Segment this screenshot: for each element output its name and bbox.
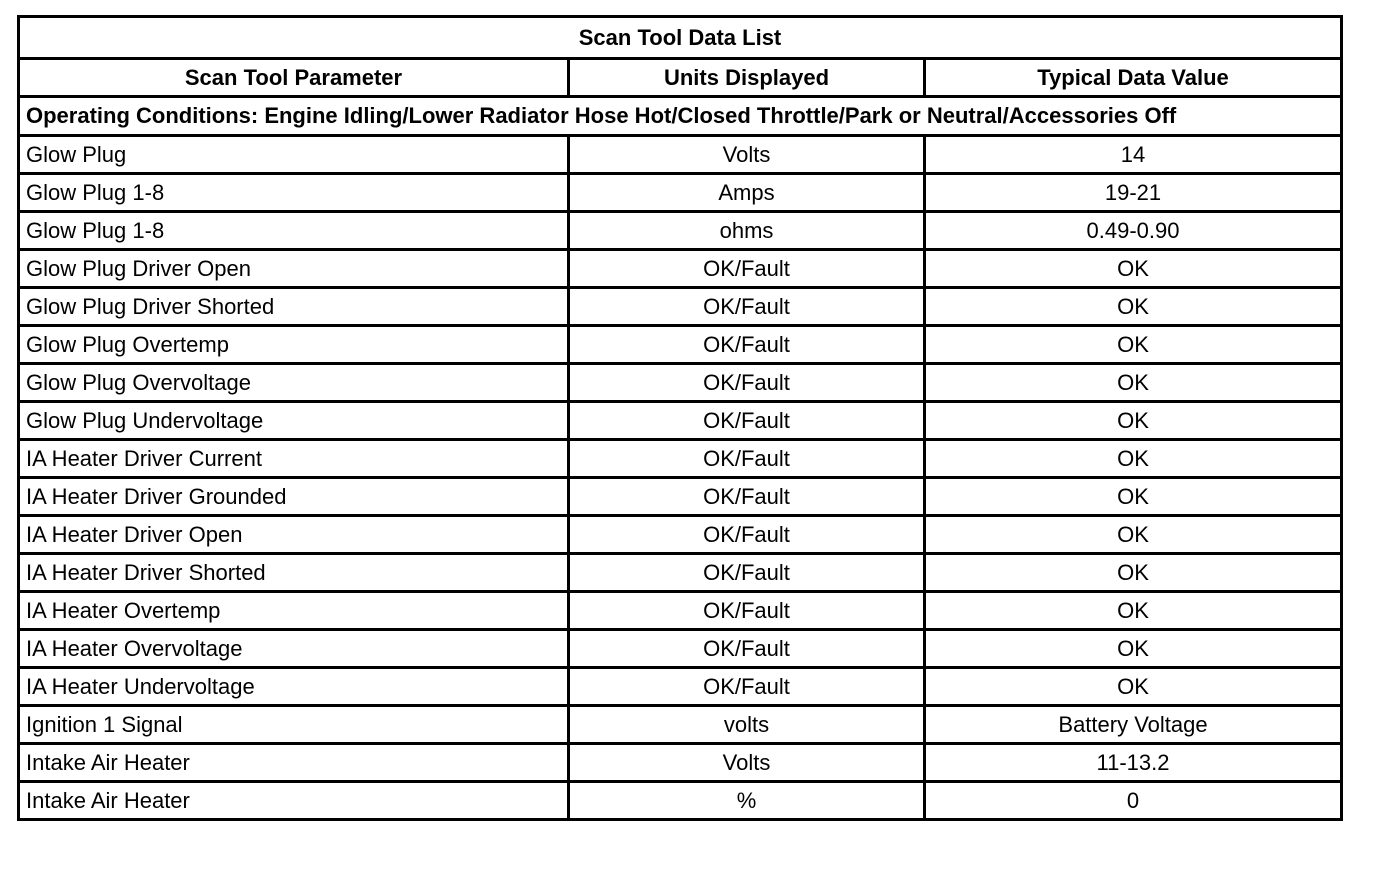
parameter-cell: Glow Plug Undervoltage <box>19 402 569 440</box>
value-cell: 14 <box>925 136 1342 174</box>
parameter-cell: Intake Air Heater <box>19 744 569 782</box>
value-cell: OK <box>925 592 1342 630</box>
value-cell: OK <box>925 440 1342 478</box>
value-cell: OK <box>925 288 1342 326</box>
table-row <box>19 744 1342 782</box>
value-cell: Battery Voltage <box>925 706 1342 744</box>
table-row <box>19 592 1342 630</box>
parameter-cell: Glow Plug Driver Open <box>19 250 569 288</box>
units-cell: OK/Fault <box>569 516 925 554</box>
value-cell: OK <box>925 326 1342 364</box>
units-cell: OK/Fault <box>569 402 925 440</box>
operating-conditions-row <box>19 97 1342 136</box>
value-cell: OK <box>925 402 1342 440</box>
table-row <box>19 516 1342 554</box>
parameter-cell: Glow Plug 1-8 <box>19 174 569 212</box>
table-row <box>19 554 1342 592</box>
table-row <box>19 630 1342 668</box>
units-cell: Volts <box>569 136 925 174</box>
value-cell: OK <box>925 630 1342 668</box>
header-typical-value: Typical Data Value <box>925 59 1342 97</box>
parameter-cell: Glow Plug Overvoltage <box>19 364 569 402</box>
units-cell: OK/Fault <box>569 440 925 478</box>
header-units: Units Displayed <box>569 59 925 97</box>
units-cell: volts <box>569 706 925 744</box>
units-cell: OK/Fault <box>569 668 925 706</box>
parameter-cell: IA Heater Overvoltage <box>19 630 569 668</box>
value-cell: OK <box>925 250 1342 288</box>
table-row <box>19 668 1342 706</box>
parameter-cell: Glow Plug <box>19 136 569 174</box>
table-title-row <box>19 17 1342 59</box>
table-row <box>19 782 1342 820</box>
units-cell: Volts <box>569 744 925 782</box>
value-cell: OK <box>925 516 1342 554</box>
table-row <box>19 250 1342 288</box>
table-row <box>19 136 1342 174</box>
parameter-cell: Glow Plug Driver Shorted <box>19 288 569 326</box>
units-cell: OK/Fault <box>569 250 925 288</box>
units-cell: Amps <box>569 174 925 212</box>
table-row <box>19 706 1342 744</box>
parameter-cell: Glow Plug Overtemp <box>19 326 569 364</box>
table-row <box>19 326 1342 364</box>
table-row <box>19 478 1342 516</box>
parameter-cell: IA Heater Overtemp <box>19 592 569 630</box>
parameter-cell: IA Heater Driver Shorted <box>19 554 569 592</box>
value-cell: 19-21 <box>925 174 1342 212</box>
table-row <box>19 212 1342 250</box>
units-cell: OK/Fault <box>569 592 925 630</box>
table-row <box>19 364 1342 402</box>
parameter-cell: Ignition 1 Signal <box>19 706 569 744</box>
value-cell: OK <box>925 364 1342 402</box>
units-cell: % <box>569 782 925 820</box>
units-cell: ohms <box>569 212 925 250</box>
units-cell: OK/Fault <box>569 630 925 668</box>
parameter-cell: Intake Air Heater <box>19 782 569 820</box>
table-row <box>19 402 1342 440</box>
table-row <box>19 440 1342 478</box>
operating-conditions: Operating Conditions: Engine Idling/Lower Radiator Hose Hot/Closed Throttle/Park or Neutral/Accessories Off <box>19 97 1342 136</box>
header-row <box>19 59 1342 97</box>
scan-tool-data-table <box>17 15 1343 821</box>
table-row <box>19 288 1342 326</box>
parameter-cell: IA Heater Driver Grounded <box>19 478 569 516</box>
table-row <box>19 174 1342 212</box>
table-title: Scan Tool Data List <box>19 17 1342 59</box>
units-cell: OK/Fault <box>569 554 925 592</box>
parameter-cell: IA Heater Driver Current <box>19 440 569 478</box>
units-cell: OK/Fault <box>569 288 925 326</box>
value-cell: 11-13.2 <box>925 744 1342 782</box>
units-cell: OK/Fault <box>569 478 925 516</box>
parameter-cell: IA Heater Undervoltage <box>19 668 569 706</box>
units-cell: OK/Fault <box>569 326 925 364</box>
header-parameter: Scan Tool Parameter <box>19 59 569 97</box>
value-cell: OK <box>925 668 1342 706</box>
value-cell: OK <box>925 478 1342 516</box>
parameter-cell: IA Heater Driver Open <box>19 516 569 554</box>
units-cell: OK/Fault <box>569 364 925 402</box>
value-cell: OK <box>925 554 1342 592</box>
value-cell: 0.49-0.90 <box>925 212 1342 250</box>
value-cell: 0 <box>925 782 1342 820</box>
parameter-cell: Glow Plug 1-8 <box>19 212 569 250</box>
